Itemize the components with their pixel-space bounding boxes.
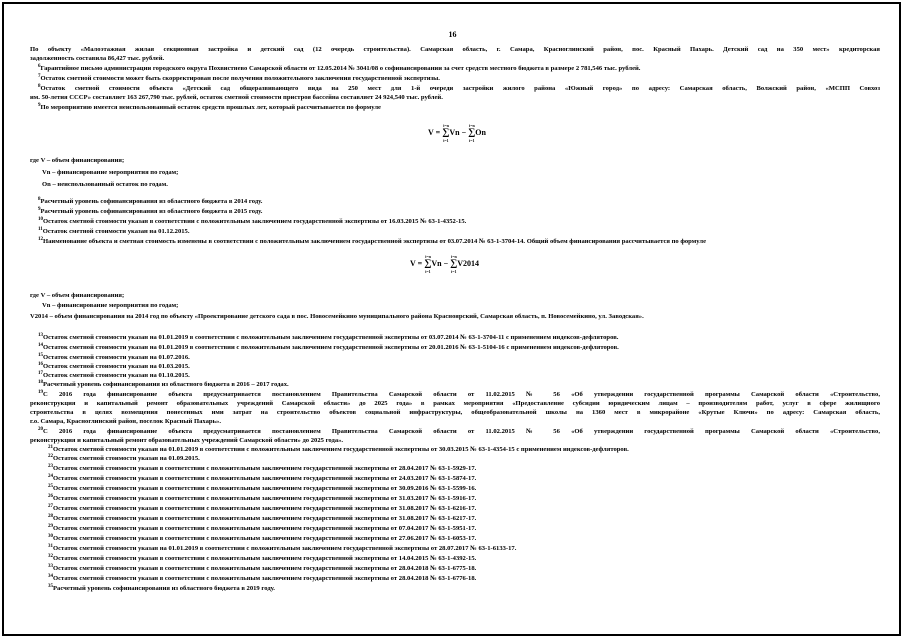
footnote: $^7$Остаток сметной стоимости может быть скорректирован после получения положительного заключения государственной экспертизы.	[38, 74, 440, 82]
footnote-continuation: реконструкция и капитальный ремонт образовательных учреждений Самарской области» до 2025 года».	[30, 437, 344, 444]
footnote: $^{13}$Остаток сметной стоимости указан на 01.01.2019 в соответствии с положительным заключением государственной экспертизы от 03.07.2014 № 63-1-3704-11 с применением индексов-дефляторов.	[38, 333, 619, 341]
definition: Vn – финансирование мероприятия по годам;	[42, 169, 179, 176]
footnote: $^{28}$Остаток сметной стоимости указан в соответствии с положительным заключением государственной экспертизы от 31.08.2017 № 63-1-6217-17.	[48, 514, 477, 522]
footnote-continuation: им. 50-летия СССР» составляет 163 267,790 тыс. рублей, остаток сметной стоимости пристроя бассейна составляет 24 924,540 тыс. рублей.	[30, 94, 443, 101]
paragraph-line: По объекту «Малоэтажная жилая секционная застройка и детский сад (12 очередь строительства). Самарская область, г. Самара, Красноглинский район, пос. Красный Пахарь. Детский сад на 350 мест» кредиторская	[30, 46, 880, 53]
footnote: $^{19}$С 2016 года финансирование объекта предусматривается постановлением Правительства Самарской области от 11.02.2015 № 56 «Об утверждении государственной программы Самарской области «Строительство,	[38, 390, 880, 398]
definition: где V – объем финансирования;	[30, 157, 125, 164]
footnote: $^{21}$Остаток сметной стоимости указан на 01.01.2019 в соответствии с положительным заключением государственной экспертизы от 30.03.2015 № 63-1-4354-15 с применением индексов-дефляторов.	[48, 445, 629, 453]
footnote: $^{17}$Остаток сметной стоимости указан на 01.10.2015.	[38, 371, 190, 379]
definition: где V – объем финансирования;	[30, 292, 125, 299]
definition: Vn – финансирование мероприятия по годам;	[42, 302, 179, 309]
footnote: $^{23}$Остаток сметной стоимости указан в соответствии с положительным заключением государственной экспертизы от 28.04.2017 № 63-1-5929-17.	[48, 464, 477, 472]
footnote: $^9$По мероприятию имеется неиспользованный остаток средств прошлых лет, который рассчитывается по формуле	[38, 103, 381, 111]
formula-1: V = ∑ i=n i=1 Vn − ∑ i=n i=1 On	[428, 123, 486, 143]
footnote: $^{12}$Наименование объекта и сметная стоимость изменены в соответствии с положительным заключением государственной экспертизы от 03.07.2014 № 63-1-3704-14. Общий объем финансирования рассчитывается по формуле	[38, 237, 707, 245]
footnote: $^{33}$Остаток сметной стоимости указан в соответствии с положительным заключением государственной экспертизы от 28.04.2018 № 63-1-6775-18.	[48, 564, 477, 572]
formula-2: V = ∑ i=n i=1 Vn − ∑ i=n i=1 V2014	[410, 254, 480, 274]
footnote: $^{22}$Остаток сметной стоимости указан на 01.09.2015.	[48, 454, 200, 462]
definition: V2014 – объем финансирования на 2014 год по объекту «Проектирование детского сада в пос. Новосемейкино муниципального района Красноярский, Самарская область, п. Новосемейкино, ул. Заводская».	[30, 313, 644, 320]
paragraph-line: задолженность составила 86,427 тыс. рублей.	[30, 55, 165, 62]
footnote-continuation: г.о. Самара, Красноглинский район, поселок Красный Пахарь».	[30, 418, 221, 425]
footnote: $^{10}$Остаток сметной стоимости указан в соответствии с положительным заключением государственной экспертизы от 16.03.2015 № 63-1-4352-15.	[38, 217, 467, 225]
footnote-continuation: строительства в целях возмещения понесенных ими затрат на строительство объектов социальной инфраструктуры, общеобразовательной школы на 1360 мест в микрорайоне «Крутые Ключи» по адресу: Самарская область,	[30, 409, 880, 416]
footnote: $^{16}$Остаток сметной стоимости указан на 01.03.2015.	[38, 362, 190, 370]
footnote: $^6$Гарантийное письмо администрации городского округа Похвистнево Самарской области от 12.05.2014 № 3041/08 о софинансировании за счет средств местного бюджета в размере 2 781,546 тыс. рублей.	[38, 64, 641, 72]
footnote: $^9$Расчетный уровень софинансирования из областного бюджета в 2015 году.	[38, 207, 263, 215]
footnote: $^{25}$Остаток сметной стоимости указан в соответствии с положительным заключением государственной экспертизы от 30.09.2016 № 63-1-5599-16.	[48, 484, 477, 492]
footnote: $^{18}$Расчетный уровень софинансирования из областного бюджета в 2016 – 2017 годах.	[38, 380, 289, 388]
footnote: $^{29}$Остаток сметной стоимости указан в соответствии с положительным заключением государственной экспертизы от 07.04.2017 № 63-1-5951-17.	[48, 524, 477, 532]
footnote: $^{11}$Остаток сметной стоимости указан на 01.12.2015.	[38, 227, 190, 235]
footnote: $^{15}$Остаток сметной стоимости указан на 01.07.2016.	[38, 353, 190, 361]
footnote: $^{35}$Расчетный уровень софинансирования из областного бюджета в 2019 году.	[48, 584, 275, 592]
footnote: $^{26}$Остаток сметной стоимости указан в соответствии с положительным заключением государственной экспертизы от 31.03.2017 № 63-1-5916-17.	[48, 494, 477, 502]
footnote: $^{20}$С 2016 года финансирование объекта предусматривается постановлением Правительства Самарской области от 11.02.2015 № 56 «Об утверждении государственной программы Самарской области «Строительство,	[38, 427, 880, 435]
definition: On – неиспользованный остаток по годам.	[42, 181, 168, 188]
footnote: $^8$Расчетный уровень софинансирования из областного бюджета в 2014 году.	[38, 197, 263, 205]
footnote: $^{31}$Остаток сметной стоимости указан на 01.01.2019 в соответствии с положительным заключением государственной экспертизы от 28.07.2017 № 63-1-6133-17.	[48, 544, 517, 552]
footnote: $^{32}$Остаток сметной стоимости указан в соответствии с положительным заключением государственной экспертизы от 14.04.2015 № 63-1-4392-15.	[48, 554, 477, 562]
footnote: $^{27}$Остаток сметной стоимости указан в соответствии с положительным заключением государственной экспертизы от 31.08.2017 № 63-1-6216-17.	[48, 504, 477, 512]
footnote: $^{24}$Остаток сметной стоимости указан в соответствии с положительным заключением государственной экспертизы от 24.03.2017 № 63-1-5874-17.	[48, 474, 477, 482]
footnote-continuation: реконструкция и капитальный ремонт образовательных учреждений Самарской области» до 2025 года» в рамках мероприятия «Предоставление субсидии юридическим лицам – производителям работ, услуг в сфере жилищного	[30, 400, 880, 407]
footnote: $^{30}$Остаток сметной стоимости указан в соответствии с положительным заключением государственной экспертизы от 27.06.2017 № 63-1-6053-17.	[48, 534, 477, 542]
footnote: $^8$Остаток сметной стоимости объекта «Детский сад общеразвивающего вида на 250 мест для 1-й очереди застройки жилого района «Южный город» по адресу: Самарская область, Волжский район, «МСПП Совхоз	[38, 84, 880, 92]
page-number: 16	[448, 30, 457, 39]
footnote: $^{14}$Остаток сметной стоимости указан на 01.01.2019 в соответствии с положительным заключением государственной экспертизы от 20.01.2016 № 63-1-5104-16 с применением индексов-дефляторов.	[38, 343, 619, 351]
footnote: $^{34}$Остаток сметной стоимости указан в соответствии с положительным заключением государственной экспертизы от 28.04.2018 № 63-1-6776-18.	[48, 574, 477, 582]
